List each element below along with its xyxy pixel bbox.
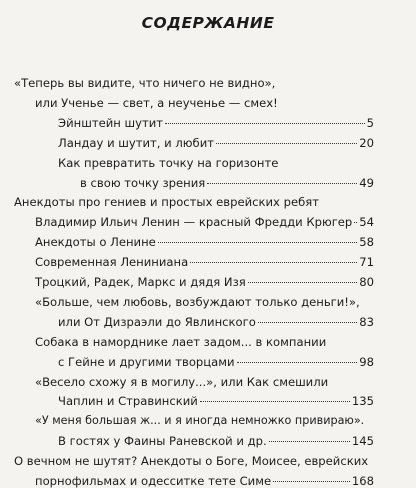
entry-text: Ландау и шутит, и любит: [58, 135, 215, 150]
toc-entry: [58, 156, 278, 170]
leader-dots: [190, 262, 357, 263]
entry-text: «Больше, чем любовь, возбуждают только деньги!»,: [35, 294, 360, 309]
entry-text: «Теперь вы видите, что ничего не видно»,: [14, 76, 276, 90]
page-number: 49: [359, 175, 374, 190]
leader-dots: [216, 143, 357, 144]
toc-entry: [35, 96, 278, 110]
toc-entry: [14, 195, 319, 209]
page-title: СОДЕРЖАНИЕ: [141, 14, 275, 32]
toc-entry: [35, 335, 326, 349]
leader-dots: [165, 123, 365, 124]
toc-entry: [14, 454, 368, 468]
leader-dots: [237, 362, 358, 363]
entry-text: Эйнштейн шутит: [58, 115, 164, 130]
toc-entry: [35, 295, 360, 309]
toc-entry: [35, 235, 374, 249]
toc-entry: [58, 434, 374, 448]
toc-entry: [58, 116, 374, 130]
leader-dots: [248, 282, 358, 283]
toc-entry: [58, 136, 374, 150]
toc-entry: [35, 275, 374, 289]
page-number: 71: [359, 255, 374, 270]
leader-dots: [207, 183, 357, 184]
page-number: 168: [351, 474, 374, 488]
entry-text: с Гейне и другими творцами: [58, 354, 235, 369]
entry-text: Современная Лениниана: [35, 255, 189, 270]
leader-dots: [273, 481, 350, 482]
entry-text: или От Дизраэли до Явлинского: [58, 314, 256, 329]
entry-text: Анекдоты о Ленине: [35, 235, 156, 250]
leader-dots: [158, 242, 357, 243]
page-number: 58: [359, 235, 374, 250]
page-number: 5: [366, 115, 374, 130]
toc-entry: [80, 176, 374, 190]
leader-dots: [269, 441, 350, 442]
toc-entry: [58, 315, 374, 329]
entry-text: Чаплин и Стравинский: [58, 394, 198, 409]
entry-text: В гостях у Фаины Раневской и др.: [58, 434, 267, 449]
toc-entry: [35, 215, 374, 229]
entry-text: Собака в наморднике лает задом... в компании: [35, 334, 327, 349]
page-number: 83: [359, 314, 374, 329]
toc-entry: [58, 394, 374, 408]
entry-text: О вечном не шутят? Анекдоты о Боге, Моисее, еврейских: [14, 454, 369, 469]
entry-text: Как превратить точку на горизонте: [58, 155, 279, 170]
leader-dots: [200, 401, 350, 402]
leader-dots: [354, 222, 357, 223]
toc-entry: [58, 355, 374, 369]
leader-dots: [258, 322, 357, 323]
entry-text: «Весело схожу я в могилу...», или Как смешили: [35, 374, 329, 389]
page-number: 80: [359, 275, 374, 289]
toc-entry: [35, 474, 374, 488]
page-number: 135: [351, 394, 374, 409]
toc-entry: [35, 255, 374, 269]
toc-entry: [35, 414, 364, 428]
entry-text: Владимир Ильич Ленин — красный Фредди Крюгер: [35, 215, 353, 230]
toc-entry: [35, 375, 328, 389]
entry-text: или Ученье — свет, а неученье — смех!: [35, 95, 278, 110]
entry-text: «У меня большая ж... и я иногда немножко привираю».: [35, 414, 365, 428]
page-number: 20: [359, 135, 374, 150]
page-number: 145: [351, 434, 374, 449]
toc-entry: [14, 76, 275, 90]
entry-text: Троцкий, Радек, Маркс и дядя Изя: [35, 275, 246, 289]
page-number: 98: [359, 354, 374, 369]
entry-text: порнофильмах и одесситке тете Симе: [35, 474, 272, 488]
entry-text: в свою точку зрения: [80, 175, 206, 190]
entry-text: Анекдоты про гениев и простых еврейских ребят: [14, 195, 319, 210]
page-number: 54: [359, 215, 374, 230]
